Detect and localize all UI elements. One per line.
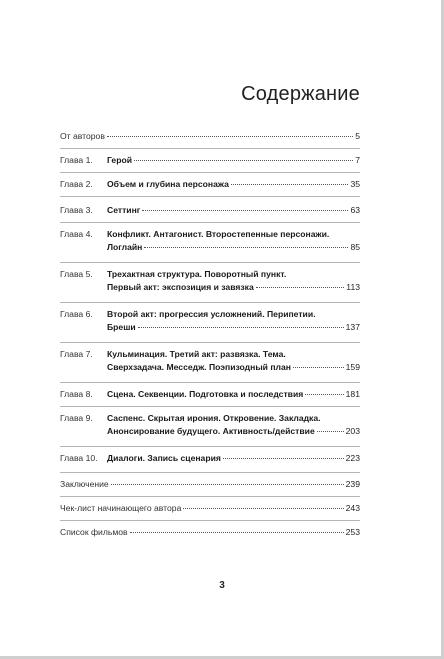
entry-title	[107, 178, 360, 191]
entry-title	[60, 502, 360, 515]
entry-page-number: 5	[355, 131, 360, 141]
dot-leader	[138, 327, 344, 328]
entry-page-number: 137	[345, 322, 360, 332]
entry-title	[107, 452, 360, 465]
entry-title	[107, 308, 360, 334]
entry-title-line: Герой	[107, 155, 132, 165]
entry-separator	[60, 222, 360, 223]
entry-title	[107, 228, 360, 254]
dot-leader	[130, 532, 344, 533]
entry-page-number: 203	[345, 426, 360, 436]
dot-leader	[134, 160, 353, 161]
entry-title-line: Логлайн	[107, 242, 143, 252]
chapter-label: Глава 10.	[60, 453, 98, 463]
entry-separator	[60, 196, 360, 197]
entry-title	[107, 412, 360, 438]
entry-page-number: 243	[345, 503, 360, 513]
entry-title	[107, 268, 360, 294]
entry-title	[107, 204, 360, 217]
dot-leader	[107, 136, 353, 137]
chapter-label: Глава 8.	[60, 389, 93, 399]
chapter-label: Глава 6.	[60, 309, 93, 319]
entry-page-number: 159	[345, 362, 360, 372]
chapter-label: Глава 3.	[60, 205, 93, 215]
entry-title	[107, 388, 360, 401]
entry-page-number: 239	[345, 479, 360, 489]
dot-leader	[142, 210, 348, 211]
entry-separator	[60, 302, 360, 303]
entry-page-number: 223	[345, 453, 360, 463]
entry-separator	[60, 520, 360, 521]
dot-leader	[256, 287, 345, 288]
entry-title	[60, 478, 360, 491]
page-title: Содержание	[241, 83, 360, 106]
entry-title	[107, 154, 360, 167]
dot-leader	[305, 394, 343, 395]
entry-page-number: 253	[345, 527, 360, 537]
entry-separator	[60, 342, 360, 343]
entry-separator	[60, 172, 360, 173]
chapter-label: Глава 2.	[60, 179, 93, 189]
entry-separator	[60, 446, 360, 447]
dot-leader	[317, 431, 344, 432]
entry-page-number: 113	[346, 282, 360, 292]
entry-separator	[60, 472, 360, 473]
entry-separator	[60, 262, 360, 263]
entry-title-line: Сверхзадача. Месседж. Поэпизодный план	[107, 362, 291, 372]
entry-title-line: Чек-лист начинающего автора	[60, 503, 182, 513]
chapter-label: Глава 5.	[60, 269, 93, 279]
dot-leader	[183, 508, 343, 509]
entry-title-line: От авторов	[60, 131, 105, 141]
dot-leader	[231, 184, 349, 185]
chapter-label: Глава 7.	[60, 349, 93, 359]
entry-title-line: Список фильмов	[60, 527, 128, 537]
entry-title-line: Бреши	[107, 322, 136, 332]
entry-separator	[60, 382, 360, 383]
dot-leader	[144, 247, 348, 248]
entry-title-line: Сеттинг	[107, 205, 141, 215]
entry-title-line: Объем и глубина персонажа	[107, 179, 229, 189]
entry-page-number: 63	[350, 205, 360, 215]
entry-separator	[60, 406, 360, 407]
chapter-label: Глава 4.	[60, 229, 93, 239]
chapter-label: Глава 9.	[60, 413, 93, 423]
entry-separator	[60, 496, 360, 497]
entry-title	[60, 526, 360, 539]
entry-page-number: 35	[350, 179, 360, 189]
dot-leader	[111, 484, 344, 485]
entry-title-line: Сцена. Секвенции. Подготовка и последствия	[107, 389, 304, 399]
entry-title-line: Трехактная структура. Поворотный пункт.	[107, 269, 287, 279]
entry-separator	[60, 148, 360, 149]
entry-title	[107, 348, 360, 374]
entry-title-line: Кульминация. Третий акт: развязка. Тема.	[107, 349, 286, 359]
entry-title	[60, 130, 360, 143]
entry-page-number: 181	[345, 389, 360, 399]
entry-title-line: Саспенс. Скрытая ирония. Откровение. Закладка.	[107, 413, 321, 423]
page-number: 3	[219, 580, 225, 591]
entry-title-line: Второй акт: прогрессия усложнений. Перипетии.	[107, 309, 316, 319]
dot-leader	[223, 458, 344, 459]
entry-title-line: Конфликт. Антагонист. Второстепенные персонажи.	[107, 229, 330, 239]
dot-leader	[293, 367, 344, 368]
entry-title-line: Заключение	[60, 479, 109, 489]
entry-page-number: 7	[355, 155, 360, 165]
entry-title-line: Анонсирование будущего. Активность/действие	[107, 426, 315, 436]
entry-page-number: 85	[350, 242, 360, 252]
entry-title-line: Первый акт: экспозиция и завязка	[107, 282, 254, 292]
entry-title-line: Диалоги. Запись сценария	[107, 453, 221, 463]
chapter-label: Глава 1.	[60, 155, 93, 165]
